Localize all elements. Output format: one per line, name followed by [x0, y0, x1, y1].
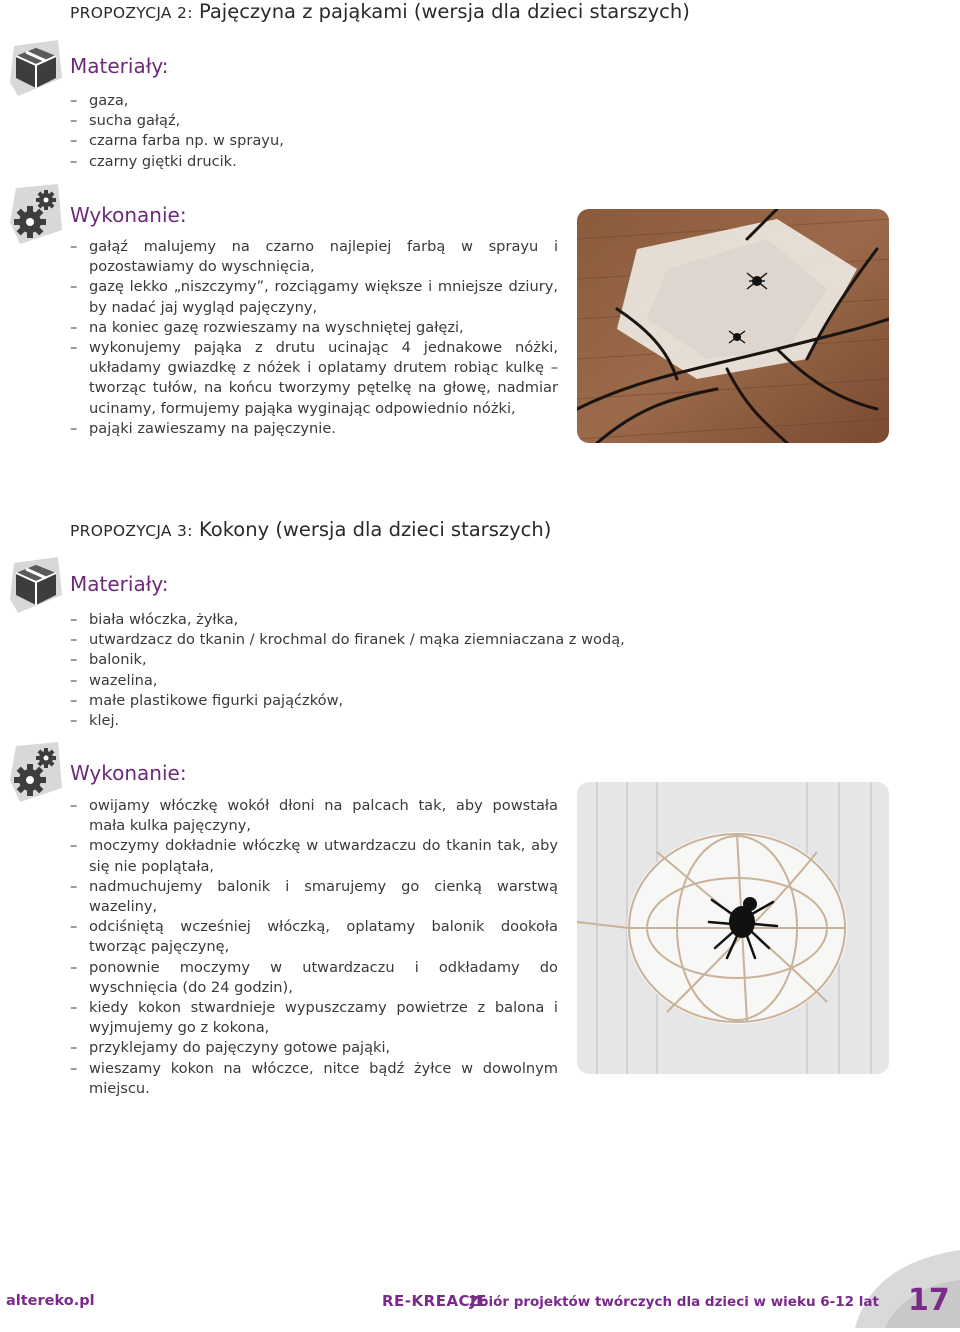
footer-brand: RE-KREACJE: [382, 1292, 487, 1310]
list-item: – wazelina,: [70, 671, 670, 691]
list-item: – owijamy włóczkę wokół dłoni na palcach tak, aby powstała mała kulka pajęczyny,: [70, 796, 558, 836]
box-icon: [8, 38, 64, 98]
proposal3-steps-list: [70, 796, 558, 1099]
gears-icon: [8, 182, 64, 246]
list-item: – małe plastikowe figurki pająćzków,: [70, 691, 670, 711]
list-item: – wieszamy kokon na włóczce, nitce bądź żyłce w dowolnym miejscu.: [70, 1059, 558, 1099]
list-item: – balonik,: [70, 650, 670, 670]
page-number: 17: [908, 1283, 950, 1318]
spiderweb-photo: [577, 209, 889, 443]
proposal2-steps-list: [70, 237, 558, 439]
list-item: – gazę lekko „niszczymy”, rozciągamy większe i mniejsze dziury, by nadać jaj wygląd pajęczyny,: [70, 277, 558, 317]
proposal3-materials-title: Materiały:: [70, 572, 169, 596]
proposal2-prefix: PROPOZYCJA 2:: [70, 4, 193, 22]
proposal3-materials-list: [70, 610, 670, 731]
proposal3-prefix: PROPOZYCJA 3:: [70, 522, 193, 540]
proposal2-heading: [70, 0, 690, 23]
list-item: – moczymy dokładnie włóczkę w utwardzaczu do tkanin tak, aby się nie poplątała,: [70, 836, 558, 876]
list-item: – wykonujemy pająka z drutu ucinając 4 jednakowe nóżki, układamy gwiazdkę z nóżek i oplatamy drutem robiąc kulkę – tworząc tułów, na końcu tworzymy pętelkę na głowę, nadmiar ucinamy, formujemy pająka wyginając odpowiednio nóżki,: [70, 338, 558, 419]
list-item: – czarny giętki drucik.: [70, 152, 550, 172]
list-item: – pająki zawieszamy na pajęczynie.: [70, 419, 558, 439]
proposal2-materials-list: [70, 91, 550, 172]
list-item: – odciśniętą wcześniej włóczką, oplatamy balonik dookoła tworząc pajęczynę,: [70, 917, 558, 957]
cocoon-photo: [577, 782, 889, 1074]
proposal2-title: Pajęczyna z pająkami (wersja dla dzieci starszych): [198, 0, 690, 23]
list-item: – gaza,: [70, 91, 550, 111]
proposal3-steps-title: Wykonanie:: [70, 761, 187, 785]
box-icon: [8, 555, 64, 615]
list-item: – klej.: [70, 711, 670, 731]
list-item: – ponownie moczymy w utwardzaczu i odkładamy do wyschnięcia (do 24 godzin),: [70, 958, 558, 998]
gears-icon: [8, 740, 64, 804]
list-item: – utwardzacz do tkanin / krochmal do firanek / mąka ziemniaczana z wodą,: [70, 630, 670, 650]
list-item: – nadmuchujemy balonik i smarujemy go cienką warstwą wazeliny,: [70, 877, 558, 917]
list-item: – gałąź malujemy na czarno najlepiej farbą w sprayu i pozostawiamy do wyschnięcia,: [70, 237, 558, 277]
list-item: – na koniec gazę rozwieszamy na wyschniętej gałęzi,: [70, 318, 558, 338]
list-item: – sucha gałąź,: [70, 111, 550, 131]
footer-description: Zbiór projektów twórczych dla dzieci w wieku 6-12 lat: [469, 1294, 879, 1310]
list-item: – biała włóczka, żyłka,: [70, 610, 670, 630]
proposal3-heading: [70, 518, 551, 541]
proposal2-materials-title: Materiały:: [70, 54, 169, 78]
proposal2-steps-title: Wykonanie:: [70, 203, 187, 227]
list-item: – kiedy kokon stwardnieje wypuszczamy powietrze z balona i wyjmujemy go z kokona,: [70, 998, 558, 1038]
footer-site: altereko.pl: [6, 1293, 95, 1309]
list-item: – przyklejamy do pajęczyny gotowe pająki,: [70, 1038, 558, 1058]
proposal3-title: Kokony (wersja dla dzieci starszych): [198, 518, 552, 541]
list-item: – czarna farba np. w sprayu,: [70, 131, 550, 151]
